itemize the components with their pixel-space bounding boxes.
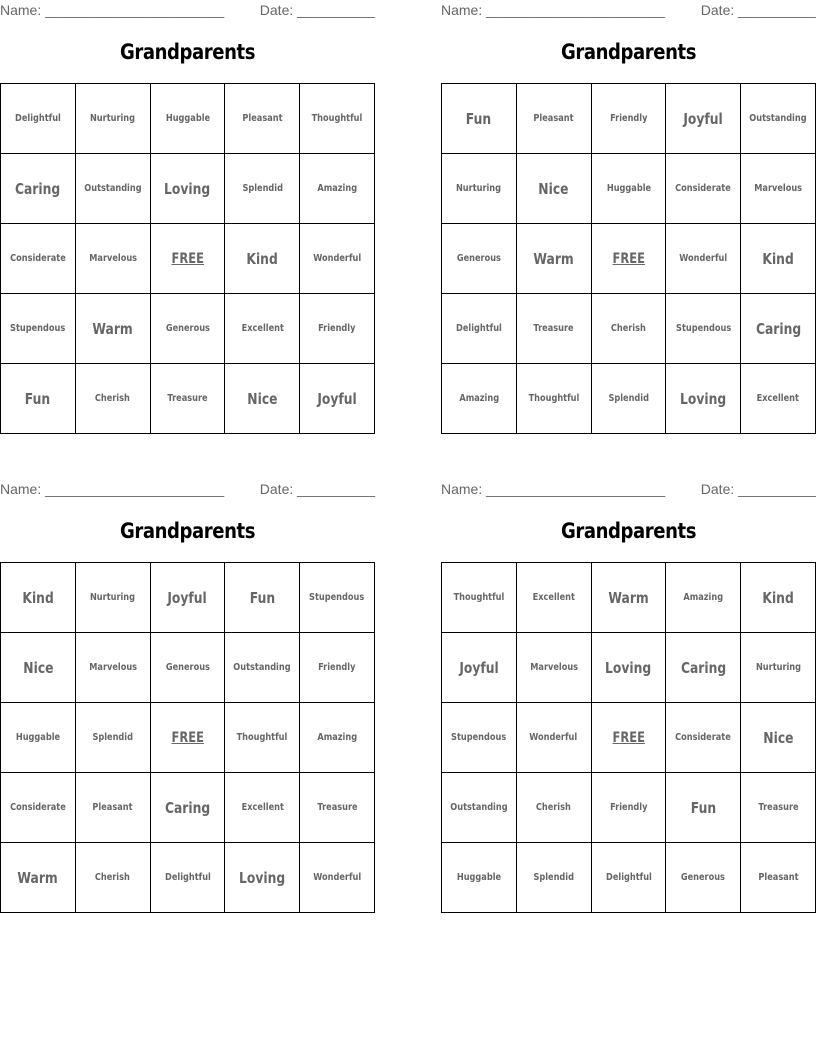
cell-word: Outstanding xyxy=(84,183,142,194)
cell-word: Marvelous xyxy=(529,662,578,673)
cell-word: Nice xyxy=(247,389,278,408)
cell-word: Treasure xyxy=(533,323,574,334)
cell-word: Marvelous xyxy=(754,183,803,194)
bingo-cell xyxy=(666,773,741,843)
bingo-cell xyxy=(666,154,741,224)
date-field: Date: __________ xyxy=(700,481,816,497)
bingo-cell xyxy=(300,224,375,294)
bingo-cell xyxy=(1,364,76,434)
bingo-cell xyxy=(151,294,226,364)
cell-word: Huggable xyxy=(165,113,210,124)
cell-word: Treasure xyxy=(758,802,799,813)
bingo-card-3 xyxy=(0,479,375,914)
cell-word: Amazing xyxy=(683,592,724,603)
cell-word: Huggable xyxy=(15,732,61,743)
cell-word: Loving xyxy=(239,868,286,887)
bingo-cell xyxy=(442,843,517,913)
cell-word: Cherish xyxy=(95,393,131,404)
bingo-cell xyxy=(225,563,300,633)
bingo-cell xyxy=(666,84,741,154)
bingo-cell xyxy=(225,154,300,224)
bingo-grid xyxy=(441,562,816,913)
bingo-cell xyxy=(76,154,151,224)
card-title: Grandparents xyxy=(119,40,256,64)
cell-word: Warm xyxy=(533,249,574,268)
free-space-cell xyxy=(151,224,226,294)
bingo-cell xyxy=(76,703,151,773)
cell-word: Excellent xyxy=(241,802,284,813)
bingo-grid xyxy=(0,562,375,913)
bingo-card-4 xyxy=(441,479,816,914)
bingo-cell xyxy=(442,224,517,294)
bingo-cell xyxy=(225,294,300,364)
cell-word: Wonderful xyxy=(679,253,728,264)
cell-word: Stupendous xyxy=(10,323,66,334)
cell-word: Generous xyxy=(681,872,726,883)
bingo-cell xyxy=(76,563,151,633)
cell-word: Friendly xyxy=(318,662,356,673)
bingo-cell xyxy=(76,773,151,843)
cell-word: Pleasant xyxy=(758,872,799,883)
cell-word: Joyful xyxy=(683,109,723,128)
cell-word: Loving xyxy=(605,658,652,677)
cell-word: Fun xyxy=(25,389,51,408)
bingo-cell xyxy=(151,364,226,434)
bingo-cell xyxy=(741,773,816,843)
bingo-cell xyxy=(741,703,816,773)
cell-word: Caring xyxy=(15,179,61,198)
cell-word: Nice xyxy=(538,179,569,198)
bingo-cell xyxy=(517,84,592,154)
bingo-cell xyxy=(1,773,76,843)
bingo-cell xyxy=(666,364,741,434)
cell-word: Pleasant xyxy=(242,113,283,124)
cell-word: Warm xyxy=(17,868,59,887)
bingo-cell xyxy=(442,703,517,773)
bingo-cell xyxy=(151,633,226,703)
cell-word: Generous xyxy=(165,323,210,334)
cell-word: Joyful xyxy=(459,658,499,677)
cell-word: Kind xyxy=(246,249,278,268)
bingo-cell xyxy=(300,84,375,154)
bingo-cell xyxy=(592,563,667,633)
bingo-cell xyxy=(225,773,300,843)
bingo-cell xyxy=(76,224,151,294)
bingo-cell xyxy=(442,84,517,154)
cell-word: Considerate xyxy=(675,183,732,194)
bingo-cell xyxy=(300,154,375,224)
bingo-cell xyxy=(1,84,76,154)
cell-word: Excellent xyxy=(532,592,575,603)
cell-word: Nurturing xyxy=(456,183,502,194)
cell-word: FREE xyxy=(171,729,204,746)
cell-word: Warm xyxy=(608,588,649,607)
name-field: Name: _______________________ xyxy=(0,481,225,497)
bingo-cell xyxy=(517,224,592,294)
bingo-cell xyxy=(592,294,667,364)
name-date-line xyxy=(441,0,816,20)
cell-word: Wonderful xyxy=(313,872,362,883)
cell-word: Huggable xyxy=(606,183,651,194)
bingo-cell xyxy=(517,364,592,434)
cell-word: FREE xyxy=(612,729,645,746)
cell-word: Stupendous xyxy=(451,732,507,743)
bingo-cell xyxy=(517,294,592,364)
bingo-card-2 xyxy=(441,0,816,435)
cell-word: Considerate xyxy=(10,802,66,813)
cell-word: Thoughtful xyxy=(528,393,580,404)
bingo-cell xyxy=(300,703,375,773)
cell-word: Kind xyxy=(762,588,794,607)
bingo-cell xyxy=(1,843,76,913)
cell-word: Excellent xyxy=(241,323,284,334)
name-date-line xyxy=(441,479,816,499)
cell-word: FREE xyxy=(171,250,204,267)
name-field: Name: _______________________ xyxy=(441,2,666,18)
bingo-cell xyxy=(741,224,816,294)
cell-word: Generous xyxy=(456,253,501,264)
cell-word: Delightful xyxy=(164,872,211,883)
bingo-cell xyxy=(741,294,816,364)
cell-word: Outstanding xyxy=(233,662,291,673)
cell-word: Treasure xyxy=(317,802,358,813)
bingo-grid xyxy=(0,83,375,434)
cell-word: Splendid xyxy=(608,393,649,404)
bingo-cell xyxy=(300,633,375,703)
name-date-line xyxy=(0,0,375,20)
bingo-cell xyxy=(1,563,76,633)
bingo-cell xyxy=(1,703,76,773)
free-space-cell xyxy=(151,703,226,773)
bingo-cell xyxy=(592,843,667,913)
date-field: Date: __________ xyxy=(700,2,816,18)
bingo-cell xyxy=(151,773,226,843)
cell-word: Treasure xyxy=(167,393,208,404)
bingo-cell xyxy=(741,154,816,224)
cell-word: Delightful xyxy=(455,323,502,334)
bingo-cell xyxy=(151,843,226,913)
bingo-cell xyxy=(517,773,592,843)
cell-word: Nurturing xyxy=(90,113,136,124)
bingo-cell xyxy=(442,633,517,703)
cell-word: Fun xyxy=(249,588,275,607)
bingo-cell xyxy=(741,563,816,633)
cell-word: Generous xyxy=(165,662,210,673)
bingo-cell xyxy=(225,224,300,294)
cell-word: Wonderful xyxy=(529,732,578,743)
bingo-cell xyxy=(517,843,592,913)
bingo-cell xyxy=(76,843,151,913)
bingo-cell xyxy=(666,703,741,773)
bingo-cell xyxy=(300,364,375,434)
bingo-cell xyxy=(76,364,151,434)
bingo-cell xyxy=(442,563,517,633)
cell-word: Marvelous xyxy=(88,662,137,673)
bingo-card-1 xyxy=(0,0,375,435)
cell-word: Thoughtful xyxy=(311,113,363,124)
cell-word: Joyful xyxy=(317,389,357,408)
cell-word: Thoughtful xyxy=(453,592,505,603)
cell-word: Loving xyxy=(680,389,727,408)
cell-word: Cherish xyxy=(610,323,646,334)
cell-word: Delightful xyxy=(14,113,61,124)
bingo-cell xyxy=(666,563,741,633)
cell-word: Nice xyxy=(22,658,53,677)
cell-word: Fun xyxy=(690,798,716,817)
bingo-cell xyxy=(442,364,517,434)
bingo-cell xyxy=(225,84,300,154)
cell-word: Nurturing xyxy=(90,592,136,603)
cell-word: Pleasant xyxy=(92,802,133,813)
cell-word: Excellent xyxy=(756,393,800,404)
bingo-cell xyxy=(225,843,300,913)
bingo-cell xyxy=(1,154,76,224)
cell-word: Splendid xyxy=(533,872,574,883)
date-field: Date: __________ xyxy=(259,2,375,18)
bingo-cell xyxy=(76,294,151,364)
name-field: Name: _______________________ xyxy=(0,2,225,18)
bingo-cell xyxy=(517,703,592,773)
cell-word: Amazing xyxy=(317,732,357,743)
bingo-cell xyxy=(300,843,375,913)
card-title: Grandparents xyxy=(560,519,697,543)
cell-word: FREE xyxy=(612,250,645,267)
bingo-cell xyxy=(442,294,517,364)
bingo-cell xyxy=(151,84,226,154)
bingo-cell xyxy=(76,633,151,703)
cell-word: Stupendous xyxy=(675,323,731,334)
cell-word: Considerate xyxy=(675,732,732,743)
cell-word: Caring xyxy=(680,658,726,677)
cell-word: Friendly xyxy=(609,113,648,124)
bingo-cell xyxy=(225,633,300,703)
cell-word: Amazing xyxy=(317,183,357,194)
bingo-cell xyxy=(592,364,667,434)
cell-word: Cherish xyxy=(536,802,572,813)
bingo-cell xyxy=(517,154,592,224)
bingo-cell xyxy=(592,154,667,224)
bingo-cell xyxy=(225,703,300,773)
bingo-cell xyxy=(151,563,226,633)
cell-word: Considerate xyxy=(10,253,66,264)
bingo-cell xyxy=(741,364,816,434)
bingo-cell xyxy=(151,154,226,224)
bingo-cell xyxy=(666,633,741,703)
bingo-cell xyxy=(1,224,76,294)
cell-word: Huggable xyxy=(456,872,502,883)
cell-word: Wonderful xyxy=(313,253,362,264)
cell-word: Splendid xyxy=(242,183,283,194)
cell-word: Splendid xyxy=(92,732,133,743)
name-field: Name: _______________________ xyxy=(441,481,666,497)
cell-word: Loving xyxy=(164,179,211,198)
bingo-cell xyxy=(592,633,667,703)
cell-word: Outstanding xyxy=(450,802,508,813)
bingo-grid xyxy=(441,83,816,434)
bingo-cell xyxy=(1,294,76,364)
bingo-cell xyxy=(517,563,592,633)
date-field: Date: __________ xyxy=(259,481,375,497)
cell-word: Caring xyxy=(755,319,801,338)
bingo-cell xyxy=(517,633,592,703)
cell-word: Warm xyxy=(92,319,133,338)
bingo-cell xyxy=(666,224,741,294)
bingo-cell xyxy=(741,633,816,703)
bingo-cell xyxy=(76,84,151,154)
cell-word: Thoughtful xyxy=(236,732,288,743)
cell-word: Delightful xyxy=(605,872,652,883)
card-title: Grandparents xyxy=(560,40,697,64)
cell-word: Outstanding xyxy=(749,113,807,124)
bingo-cell xyxy=(300,294,375,364)
cell-word: Fun xyxy=(466,109,492,128)
cell-word: Amazing xyxy=(459,393,499,404)
bingo-cell xyxy=(442,773,517,843)
cell-word: Caring xyxy=(164,798,211,817)
bingo-cell xyxy=(442,154,517,224)
cell-word: Joyful xyxy=(167,588,208,607)
bingo-cell xyxy=(592,773,667,843)
cell-word: Cherish xyxy=(95,872,131,883)
cell-word: Friendly xyxy=(609,802,648,813)
name-date-line xyxy=(0,479,375,499)
bingo-cell xyxy=(592,84,667,154)
bingo-cell xyxy=(666,294,741,364)
cell-word: Nurturing xyxy=(755,662,801,673)
free-space-cell xyxy=(592,703,667,773)
bingo-cell xyxy=(225,364,300,434)
card-title: Grandparents xyxy=(119,519,256,543)
cell-word: Friendly xyxy=(318,323,356,334)
cell-word: Stupendous xyxy=(309,592,365,603)
bingo-cell xyxy=(741,84,816,154)
bingo-cell xyxy=(300,773,375,843)
cell-word: Pleasant xyxy=(533,113,574,124)
bingo-cell xyxy=(300,563,375,633)
bingo-cell xyxy=(666,843,741,913)
cell-word: Marvelous xyxy=(88,253,137,264)
free-space-cell xyxy=(592,224,667,294)
cell-word: Nice xyxy=(763,728,794,747)
cell-word: Kind xyxy=(22,588,54,607)
cell-word: Kind xyxy=(762,249,794,268)
bingo-cell xyxy=(741,843,816,913)
bingo-cell xyxy=(1,633,76,703)
